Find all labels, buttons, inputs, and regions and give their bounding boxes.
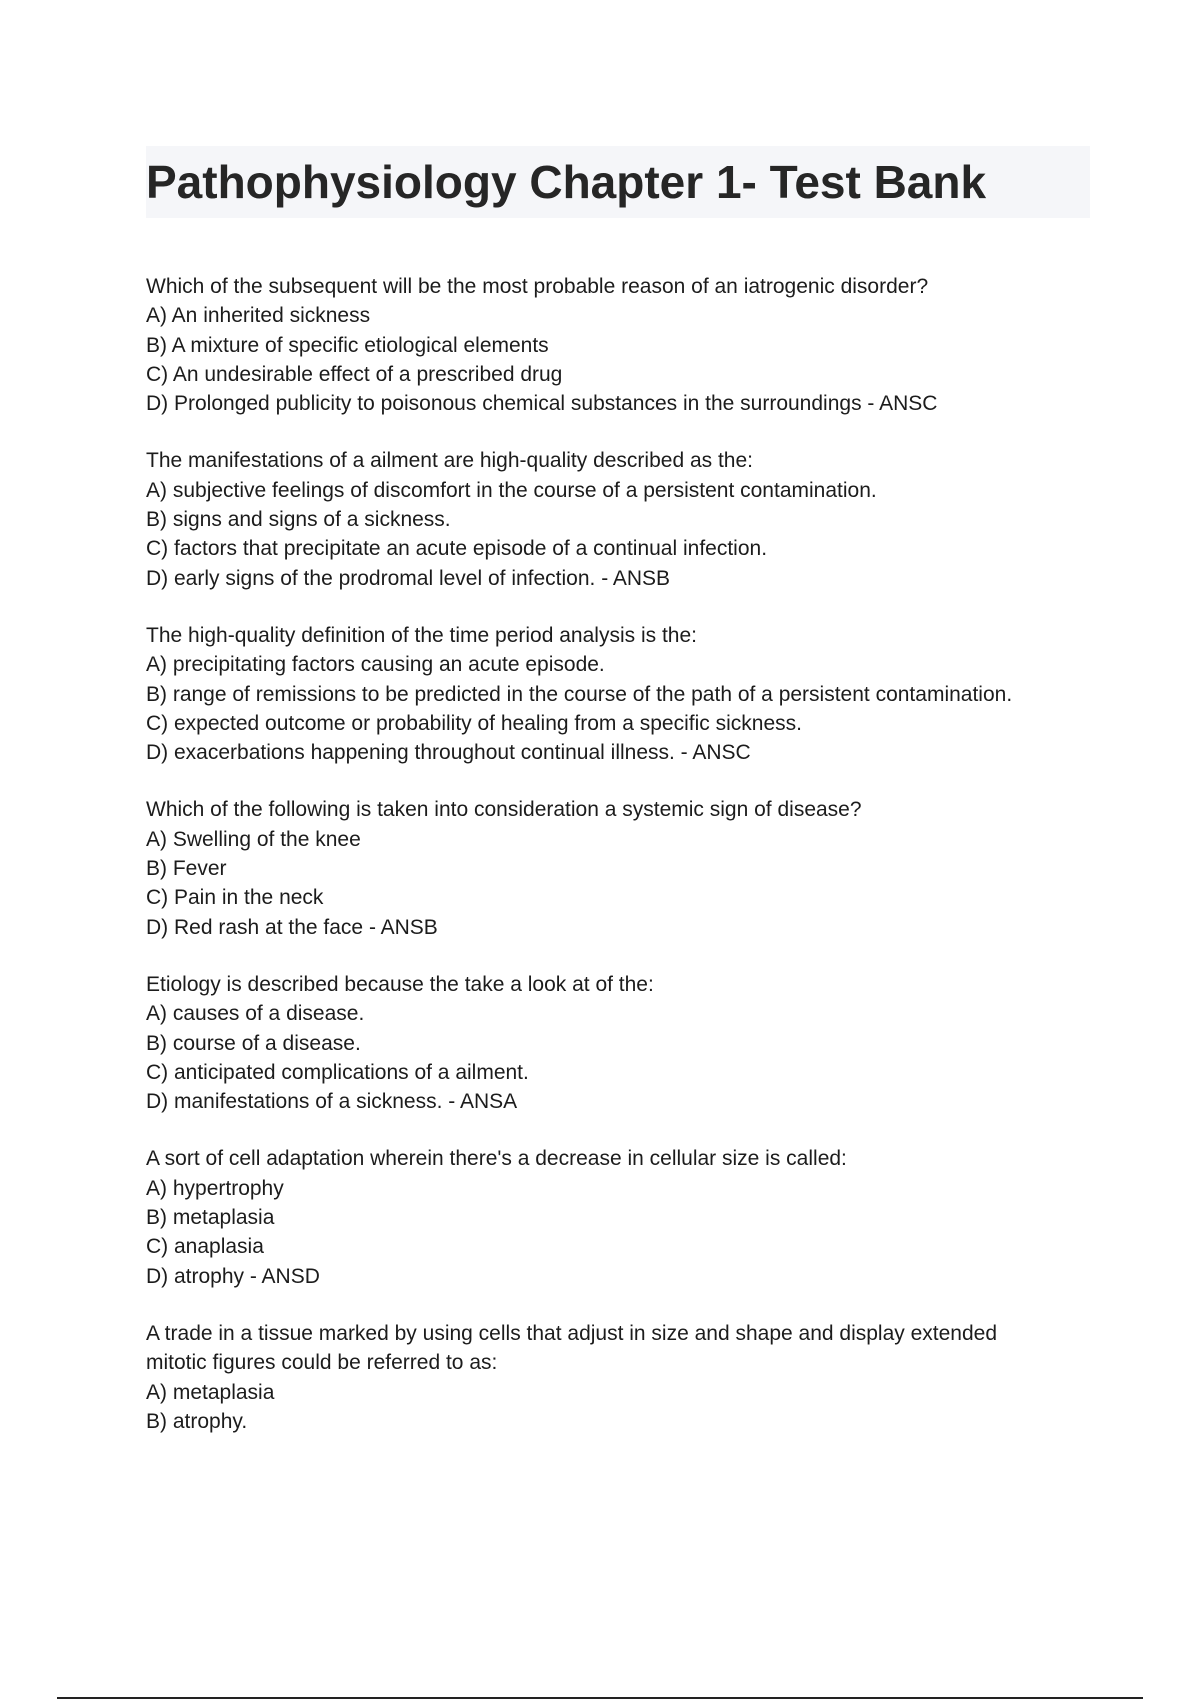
option-b: B) signs and signs of a sickness. [146,508,451,532]
question-block [146,970,1106,1116]
option-d: D) manifestations of a sickness. - ANSA [146,1090,518,1114]
question-block [146,795,1106,941]
option-c: C) anaplasia [146,1235,264,1259]
option-a: A) causes of a disease. [146,1002,365,1026]
question-text: The high-quality definition of the time period analysis is the: [146,623,697,647]
option-c: C) anticipated complications of a ailment. [146,1060,529,1084]
question-block [146,272,1106,418]
option-a: A) hypertrophy [146,1176,284,1200]
question-block [146,1319,1106,1436]
option-d: D) atrophy - ANSD [146,1264,320,1288]
question-text: A sort of cell adaptation wherein there's a decrease in cellular size is called: [146,1147,847,1171]
page-bottom-divider [57,1697,1143,1699]
option-c: C) factors that precipitate an acute episode of a continual infection. [146,537,768,561]
option-d: D) early signs of the prodromal level of infection. - ANSB [146,566,671,590]
option-b: B) course of a disease. [146,1031,361,1055]
option-a: A) metaplasia [146,1380,275,1404]
option-d: D) exacerbations happening throughout continual illness. - ANSC [146,741,751,765]
question-text: The manifestations of a ailment are high-quality described as the: [146,449,754,473]
question-text: Etiology is described because the take a look at of the: [146,972,654,996]
question-block [146,1144,1106,1290]
option-a: A) subjective feelings of discomfort in the course of a persistent contamination. [146,478,877,502]
option-a: A) precipitating factors causing an acute episode. [146,653,605,677]
option-c: C) expected outcome or probability of healing from a specific sickness. [146,711,802,735]
question-text-line-1: A trade in a tissue marked by using cells that adjust in size and shape and display extended [146,1321,998,1345]
question-text: Which of the subsequent will be the most probable reason of an iatrogenic disorder? [146,275,929,298]
option-a: A) Swelling of the knee [146,827,361,851]
option-b: B) A mixture of specific etiological elements [146,333,549,357]
document-title: Pathophysiology Chapter 1- Test Bank [146,156,987,208]
option-b: B) Fever [146,857,227,881]
option-c: C) An undesirable effect of a prescribed drug [146,362,563,386]
option-b: B) atrophy. [146,1409,248,1433]
option-a: A) An inherited sickness [146,304,371,328]
question-text-line-2: mitotic figures could be referred to as: [146,1351,498,1375]
option-d: D) Prolonged publicity to poisonous chemical substances in the surroundings - ANSC [146,392,938,416]
option-b: B) range of remissions to be predicted in the course of the path of a persistent contamination. [146,682,1013,706]
question-block [146,621,1106,767]
question-list [146,272,1106,1464]
question-text: Which of the following is taken into consideration a systemic sign of disease? [146,798,862,822]
option-c: C) Pain in the neck [146,886,324,910]
question-block [146,446,1106,592]
option-b: B) metaplasia [146,1206,275,1230]
option-d: D) Red rash at the face - ANSB [146,915,438,939]
